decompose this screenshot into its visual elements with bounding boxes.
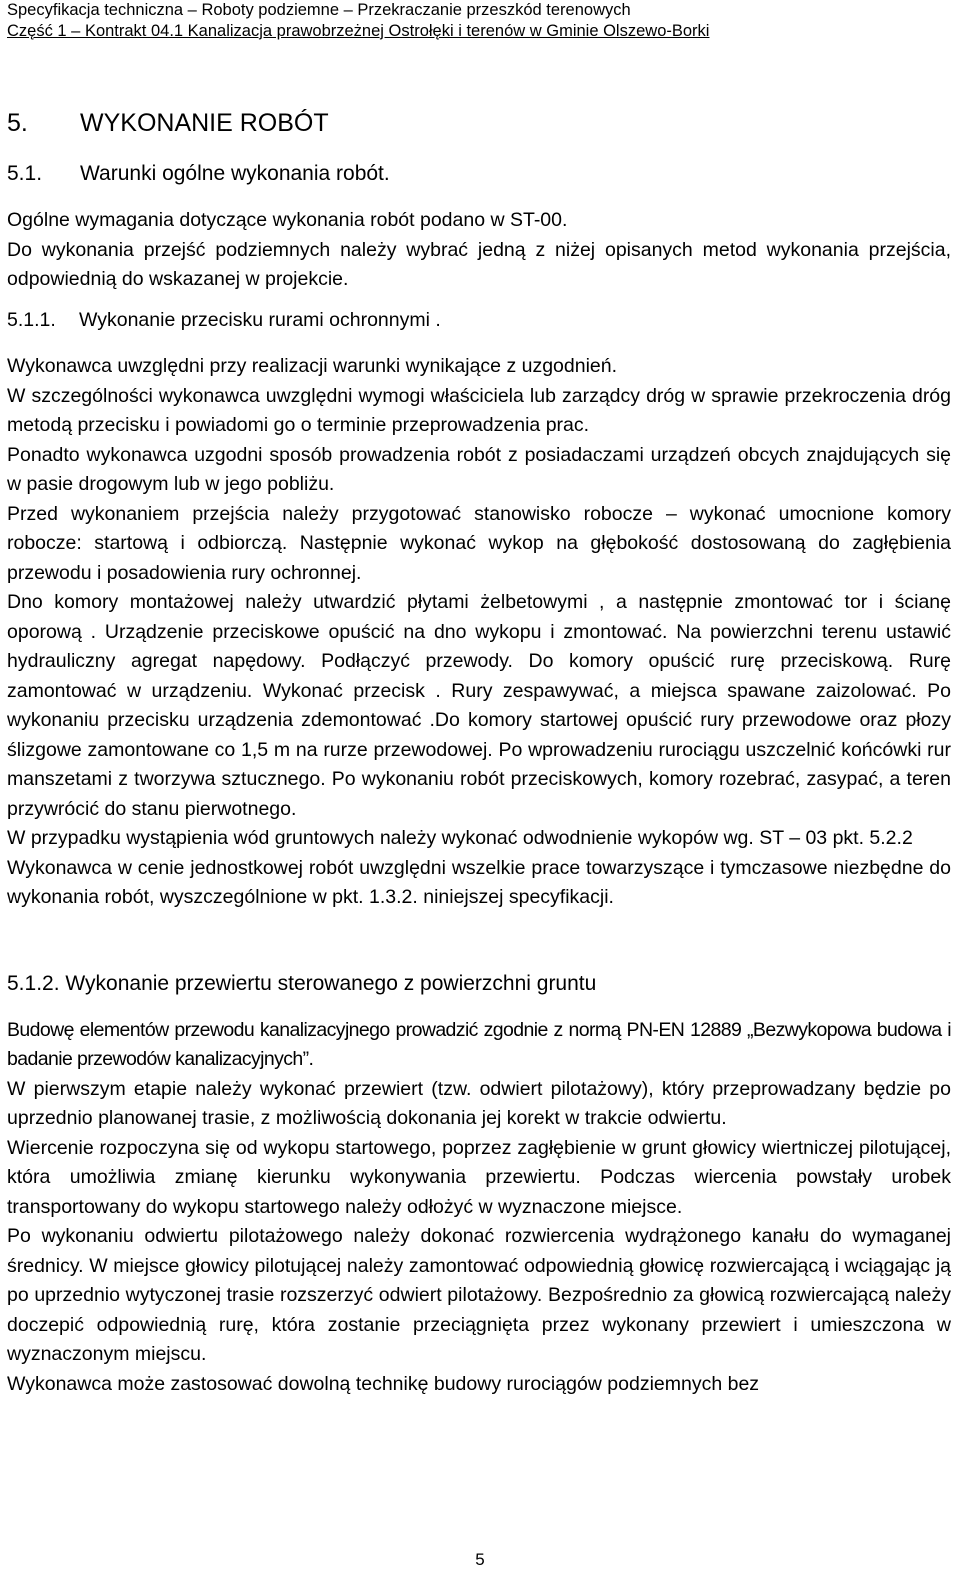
- s511-paragraph-6: W przypadku wystąpienia wód gruntowych należy wykonać odwodnienie wykopów wg. ST – 03 pkt. 5.2.2: [7, 827, 913, 849]
- header-line-2: Część 1 – Kontrakt 04.1 Kanalizacja prawobrzeżnej Ostrołęki i terenów w Gminie Olszewo-Borki: [7, 22, 710, 40]
- s511-paragraph-7: Wykonawca w cenie jednostkowej robót uwzględni wszelkie prace towarzyszące i tymczasowe niezbędne do wykonania robót, wyszczególnione w pkt. 1.3.2. niniejszej specyfikacji.: [7, 856, 951, 908]
- page-header: [7, 0, 951, 42]
- s512-paragraph-4: Po wykonaniu odwiertu pilotażowego należy dokonać rozwiercenia wydrążonego kanału do wymaganej średnicy. W miejsce głowicy pilotującej należy zamontować odpowiednią głowicę rozwiercającą i wciągając ją po uprzednio wytyczonej trasie rozszerzyć odwiert pilotażowy. Bezpośrednio za głowicą rozwiercającą należy doczepić odpowiednią rurę, która zostanie przeciągnięta przez wykonany przewiert i umieszczona w wyznaczonym miejscu.: [7, 1225, 951, 1365]
- s512-paragraph-1: Budowę elementów przewodu kanalizacyjnego prowadzić zgodnie z normą PN-EN 12889 „Bezwykopowa budowa i badanie przewodów kanalizacyjnych”.: [7, 1018, 951, 1070]
- s511-paragraph-1: Wykonawca uwzględni przy realizacji warunki wynikające z uzgodnień.: [7, 355, 618, 377]
- section-5-1-2-title: Wykonanie przewiertu sterowanego z powierzchni gruntu: [65, 971, 597, 995]
- header-line-1: Specyfikacja techniczna – Roboty podziemne – Przekraczanie przeszkód terenowych: [7, 1, 631, 19]
- s512-paragraph-3: Wiercenie rozpoczyna się od wykopu startowego, poprzez zagłębienie w grunt głowicy wiertniczej pilotującej, która umożliwia zmianę kierunku wykonywania przewiertu. Podczas wiercenia powstały urobek transportowany do wykopu startowego należy odłożyć w wyznaczone miejsce.: [7, 1136, 951, 1218]
- section-5-1-1-heading: [7, 306, 951, 336]
- section-5-number: 5.: [7, 109, 28, 137]
- s511-paragraph-4: Przed wykonaniem przejścia należy przygotować stanowisko robocze – wykonać umocnione komory robocze: startową i odbiorczą. Następnie wykonać wykop na głębokość dostosowaną do zagłębienia przewodu i posadowienia rury ochronnej.: [7, 502, 951, 584]
- s511-paragraph-5: Dno komory montażowej należy utwardzić płytami żelbetowymi , a następnie zmontować tor i ścianę oporową . Urządzenie przeciskowe opuścić na dno wykopu i zmontować. Na powierzchni terenu ustawić hydrauliczny agregat napędowy. Podłączyć przewody. Do komory opuścić rurę przeciskową. Rurę zamontować w urządzeniu. Wykonać przecisk . Rury zespawywać, a miejsca spawane zaizolować. Po wykonaniu przecisku urządzenia zdemontować .Do komory startowej opuścić rury przewodowe oraz płozy ślizgowe zamontowane co 1,5 m na rurze przewodowej. Po wprowadzeniu rurociągu uszczelnić końcówki rur manszetami z tworzywa sztucznego. Po wykonaniu robót przeciskowych, komory rozebrać, zasypać, a teren przywrócić do stanu pierwotnego.: [7, 591, 951, 820]
- section-5-1-2-heading: [7, 969, 951, 998]
- document-page: [7, 0, 951, 1399]
- section-5-1-title: Warunki ogólne wykonania robót.: [80, 162, 390, 185]
- s512-paragraph-2: W pierwszym etapie należy wykonać przewiert (tzw. odwiert pilotażowy), który przeprowadzany będzie po uprzednio planowanej trasie, z możliwością dokonania jej korekt w trakcie odwiertu.: [7, 1077, 951, 1129]
- section-5-1-number: 5.1.: [7, 162, 43, 185]
- section-5-1-2-number: 5.1.2.: [7, 971, 60, 995]
- section-5-title: WYKONANIE ROBÓT: [80, 109, 329, 137]
- page-number: 5: [475, 1550, 485, 1569]
- section-5-1-heading: [7, 160, 951, 188]
- intro-paragraph-2: Do wykonania przejść podziemnych należy wybrać jedną z niżej opisanych metod wykonania przejścia, odpowiednią do wskazanej w projekcie.: [7, 238, 951, 290]
- s511-paragraph-2: W szczególności wykonawca uwzględni wymogi właściciela lub zarządcy dróg w sprawie przekroczenia dróg metodą przecisku i powiadomi go o terminie przeprowadzenia prac.: [7, 384, 951, 436]
- section-5-1-1-title: Wykonanie przecisku rurami ochronnymi .: [79, 308, 441, 331]
- section-5-1-1-number: 5.1.1.: [7, 308, 56, 331]
- s512-paragraph-5: Wykonawca może zastosować dowolną technikę budowy rurociągów podziemnych bez: [7, 1372, 760, 1395]
- intro-paragraph-1: Ogólne wymagania dotyczące wykonania robót podano w ST-00.: [7, 209, 568, 231]
- s511-paragraph-3: Ponadto wykonawca uzgodni sposób prowadzenia robót z posiadaczami urządzeń obcych znajdujących się w pasie drogowym lub w jego pobliżu.: [7, 443, 951, 495]
- section-5-heading: [7, 108, 951, 138]
